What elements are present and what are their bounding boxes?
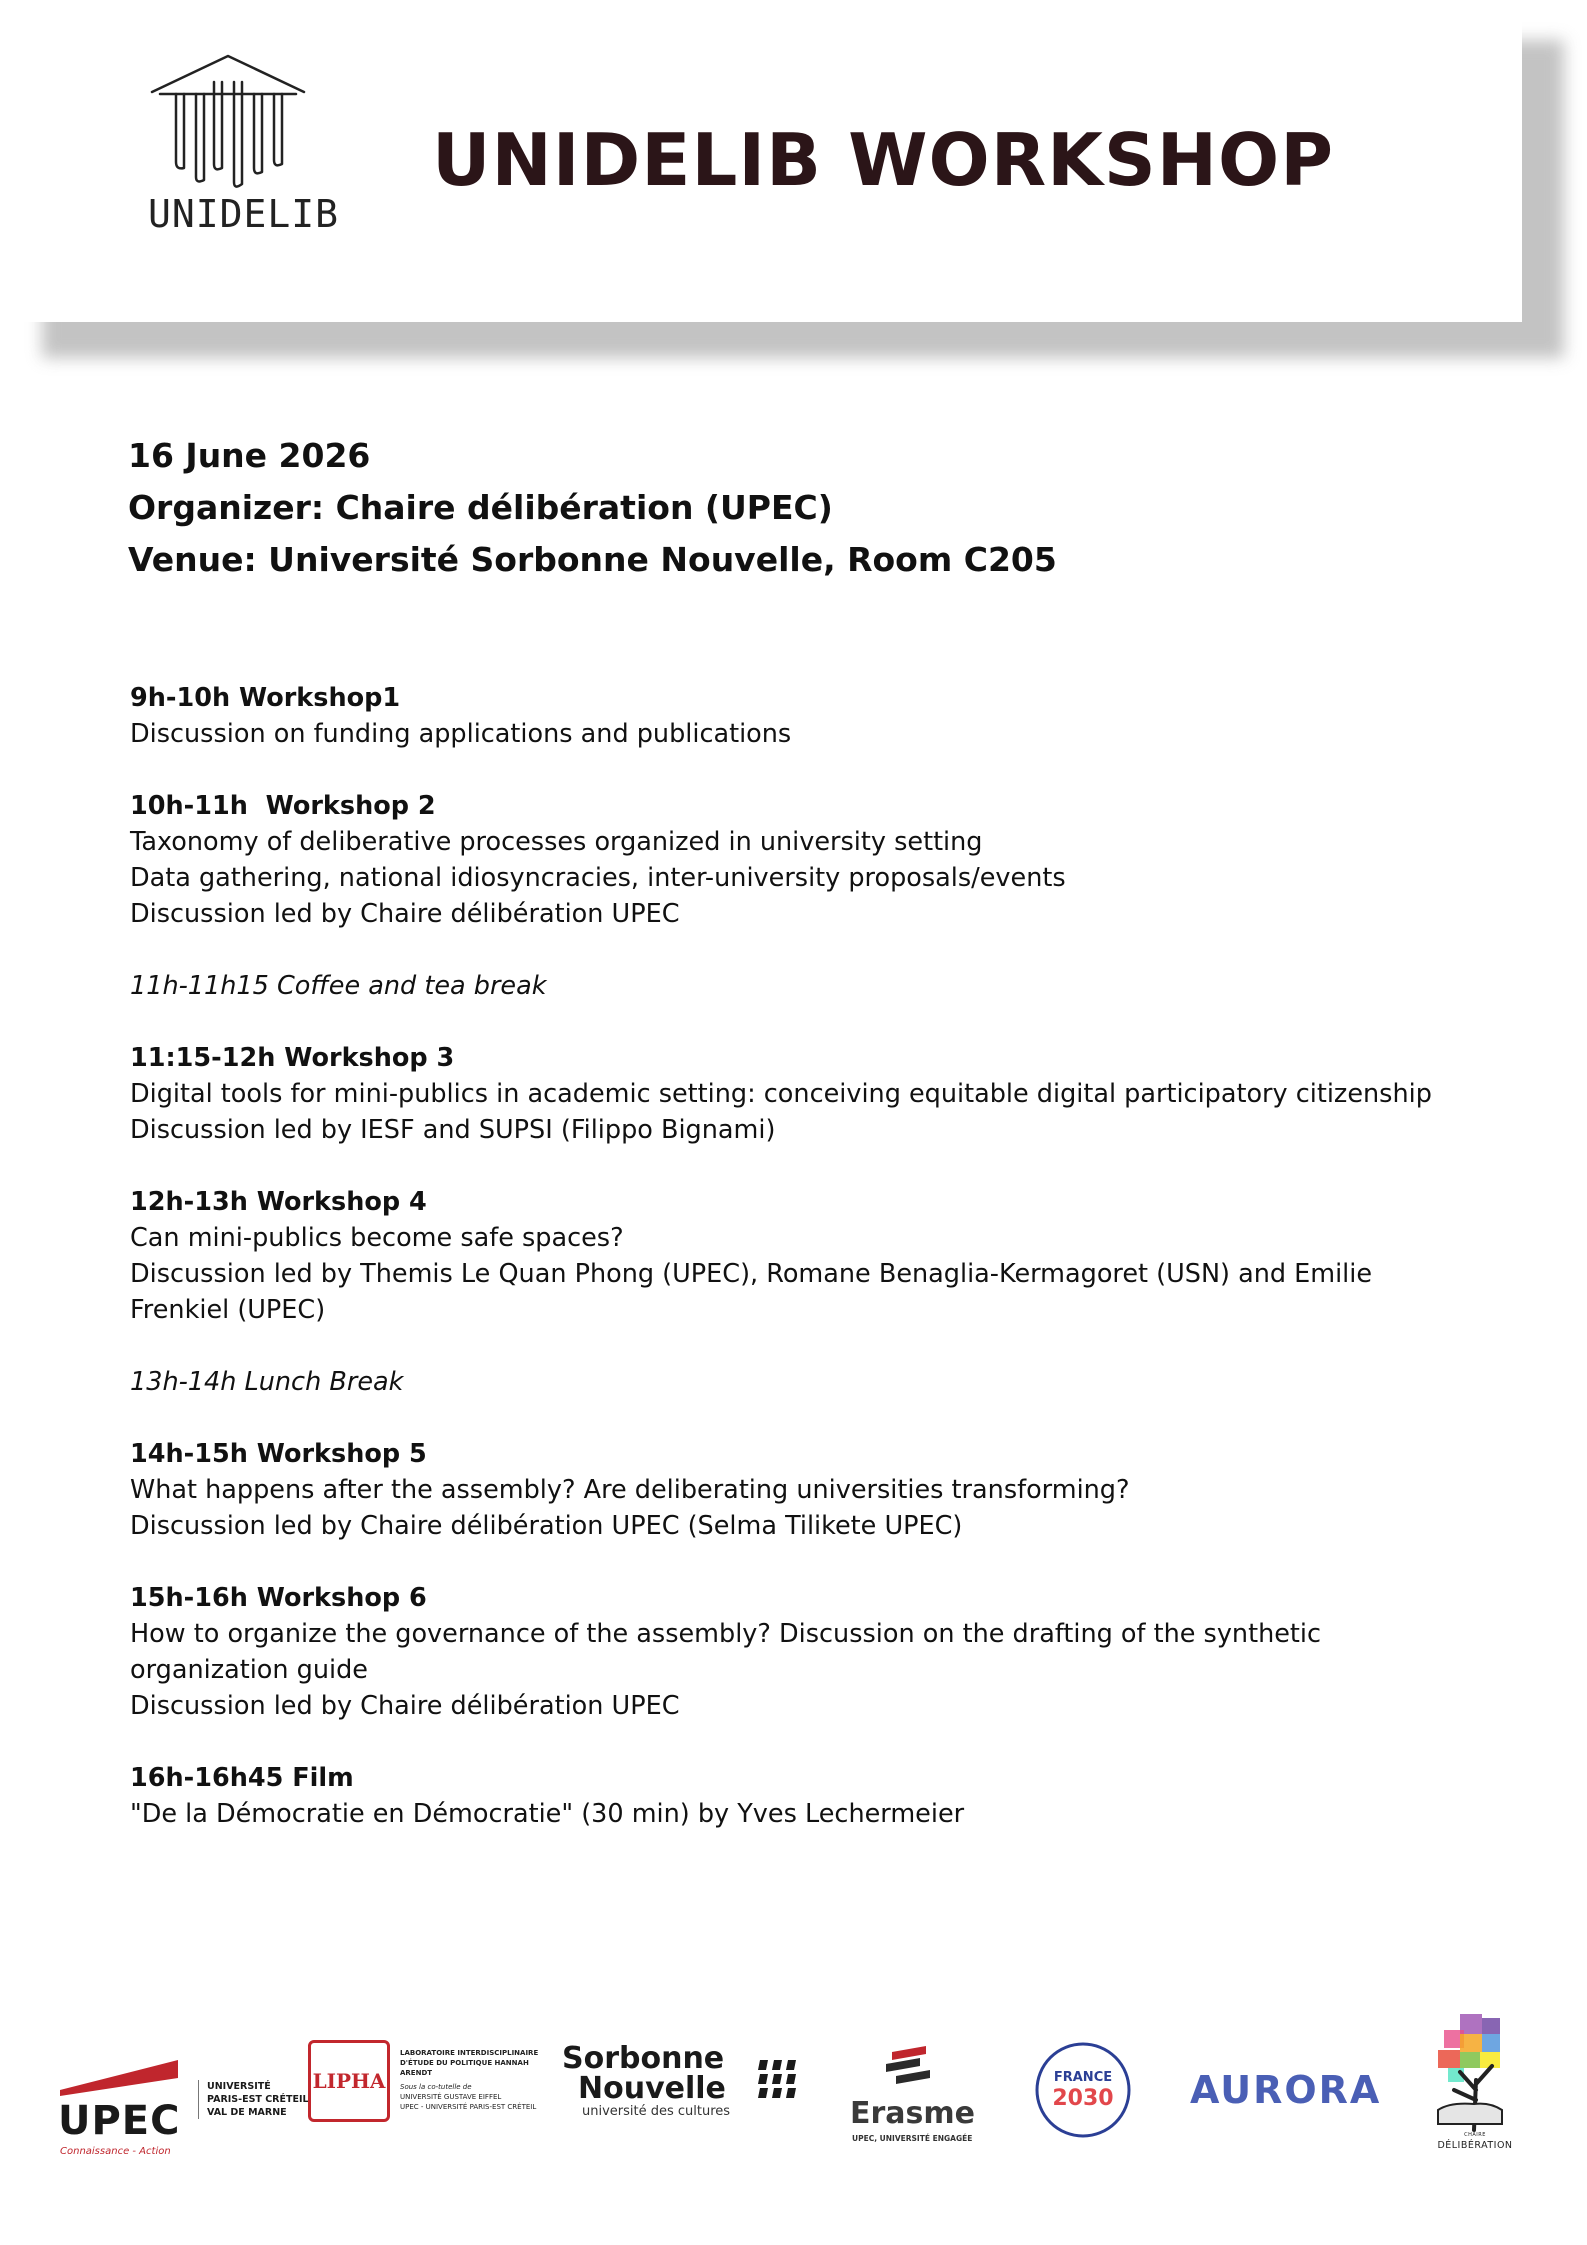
session-line: Discussion led by Themis Le Quan Phong (UPEC), Romane Benaglia-Kermagoret (USN) and Emilie Frenkiel (UPEC) (130, 1259, 1373, 1325)
session-line: Discussion led by Chaire délibération UPEC (130, 899, 680, 929)
session-title: 9h-10h Workshop1 (130, 683, 401, 713)
lipha-side-line: UPEC - UNIVERSITÉ PARIS-EST CRÉTEIL (400, 2103, 537, 2111)
session-workshop-6 (130, 1580, 1460, 1724)
session-workshop-2 (130, 788, 1460, 932)
event-info (128, 430, 1057, 586)
upec-side-line: PARIS-EST CRÉTEIL (207, 2094, 309, 2105)
event-date: 16 June 2026 (128, 436, 371, 475)
session-title: 16h-16h45 Film (130, 1763, 354, 1793)
erasme-sub: UPEC, UNIVERSITÉ ENGAGÉE (852, 2134, 973, 2143)
agenda (130, 680, 1460, 1868)
upec-side-line: UNIVERSITÉ (207, 2081, 271, 2092)
sorbonne-line1: Sorbonne (562, 2041, 725, 2076)
session-line: Can mini-publics become safe spaces? (130, 1223, 624, 1253)
chaire-deliberation-logo (1430, 2010, 1520, 2160)
session-film (130, 1760, 1460, 1832)
erasme-mark-icon (882, 2042, 942, 2092)
session-title: 14h-15h Workshop 5 (130, 1439, 427, 1469)
page-title: UNIDELIB WORKSHOP (432, 118, 1335, 202)
event-organizer: Organizer: Chaire délibération (UPEC) (128, 488, 833, 527)
session-title: 15h-16h Workshop 6 (130, 1583, 427, 1613)
erasme-logo (840, 2040, 980, 2150)
upec-swoosh-icon (58, 2056, 188, 2096)
session-line: Discussion led by Chaire délibération UPEC (Selma Tilikete UPEC) (130, 1511, 963, 1541)
partner-logos (0, 2010, 1587, 2210)
lipha-side-line: UNIVERSITÉ GUSTAVE EIFFEL (400, 2093, 502, 2101)
upec-logo (58, 2056, 188, 2156)
unidelib-house-icon (148, 52, 308, 192)
header-card (0, 0, 1522, 322)
lipha-side-line: D'ÉTUDE DU POLITIQUE HANNAH ARENDT (400, 2059, 529, 2077)
session-line: Discussion led by IESF and SUPSI (Filippo Bignami) (130, 1115, 776, 1145)
lipha-logo: LIPHA (308, 2040, 390, 2122)
sorbonne-nouvelle-logo (562, 2041, 802, 2134)
session-title: 12h-13h Workshop 4 (130, 1187, 427, 1217)
sorbonne-sub: université des cultures (582, 2104, 731, 2119)
lipha-side-line: Sous la co-tutelle de (400, 2083, 472, 2091)
session-line: What happens after the assembly? Are deliberating universities transforming? (130, 1475, 1130, 1505)
france-2030-logo (1033, 2040, 1133, 2140)
sorbonne-line2: Nouvelle (578, 2071, 726, 2106)
session-line: Digital tools for mini-publics in academic setting: conceiving equitable digital participatory citizenship (130, 1079, 1432, 1109)
lipha-side-text (400, 2048, 550, 2112)
upec-name: UPEC (58, 2098, 181, 2144)
aurora-logo: AURORA (1190, 2068, 1382, 2112)
lunch-break: 13h-14h Lunch Break (130, 1367, 404, 1397)
coffee-break: 11h-11h15 Coffee and tea break (130, 971, 547, 1001)
session-line: Discussion led by Chaire délibération UPEC (130, 1691, 680, 1721)
upec-side-text (198, 2080, 317, 2119)
session-workshop-3 (130, 1040, 1460, 1148)
france-2030-line2: 2030 (1052, 2086, 1114, 2111)
session-title: 10h-11h Workshop 2 (130, 791, 436, 821)
chaire-top-text: CHAIRE (1464, 2132, 1486, 2138)
upec-side-line: VAL DE MARNE (207, 2107, 287, 2118)
session-line: Data gathering, national idiosyncracies, inter-university proposals/events (130, 863, 1066, 893)
session-line: Taxonomy of deliberative processes organized in university setting (130, 827, 983, 857)
unidelib-logo-text: UNIDELIB (148, 192, 340, 236)
sorbonne-bars-icon (758, 2056, 808, 2106)
france-2030-line1: FRANCE (1053, 2070, 1113, 2085)
upec-tagline: Connaissance - Action (60, 2146, 171, 2157)
chaire-name: DÉLIBÉRATION (1437, 2140, 1513, 2151)
session-workshop-1 (130, 680, 1460, 752)
event-venue: Venue: Université Sorbonne Nouvelle, Room C205 (128, 540, 1057, 579)
session-workshop-5 (130, 1436, 1460, 1544)
session-workshop-4 (130, 1184, 1460, 1328)
session-line: Discussion on funding applications and publications (130, 719, 792, 749)
session-title: 11:15-12h Workshop 3 (130, 1043, 455, 1073)
erasme-name: Erasme (850, 2096, 975, 2131)
chaire-tree-icon (1430, 2010, 1520, 2135)
unidelib-logo (148, 52, 340, 242)
session-line: How to organize the governance of the assembly? Discussion on the drafting of the synthetic organization guide (130, 1619, 1322, 1685)
lipha-side-line: LABORATOIRE INTERDISCIPLINAIRE (400, 2049, 539, 2057)
session-line: "De la Démocratie en Démocratie" (30 min) by Yves Lechermeier (130, 1799, 965, 1829)
